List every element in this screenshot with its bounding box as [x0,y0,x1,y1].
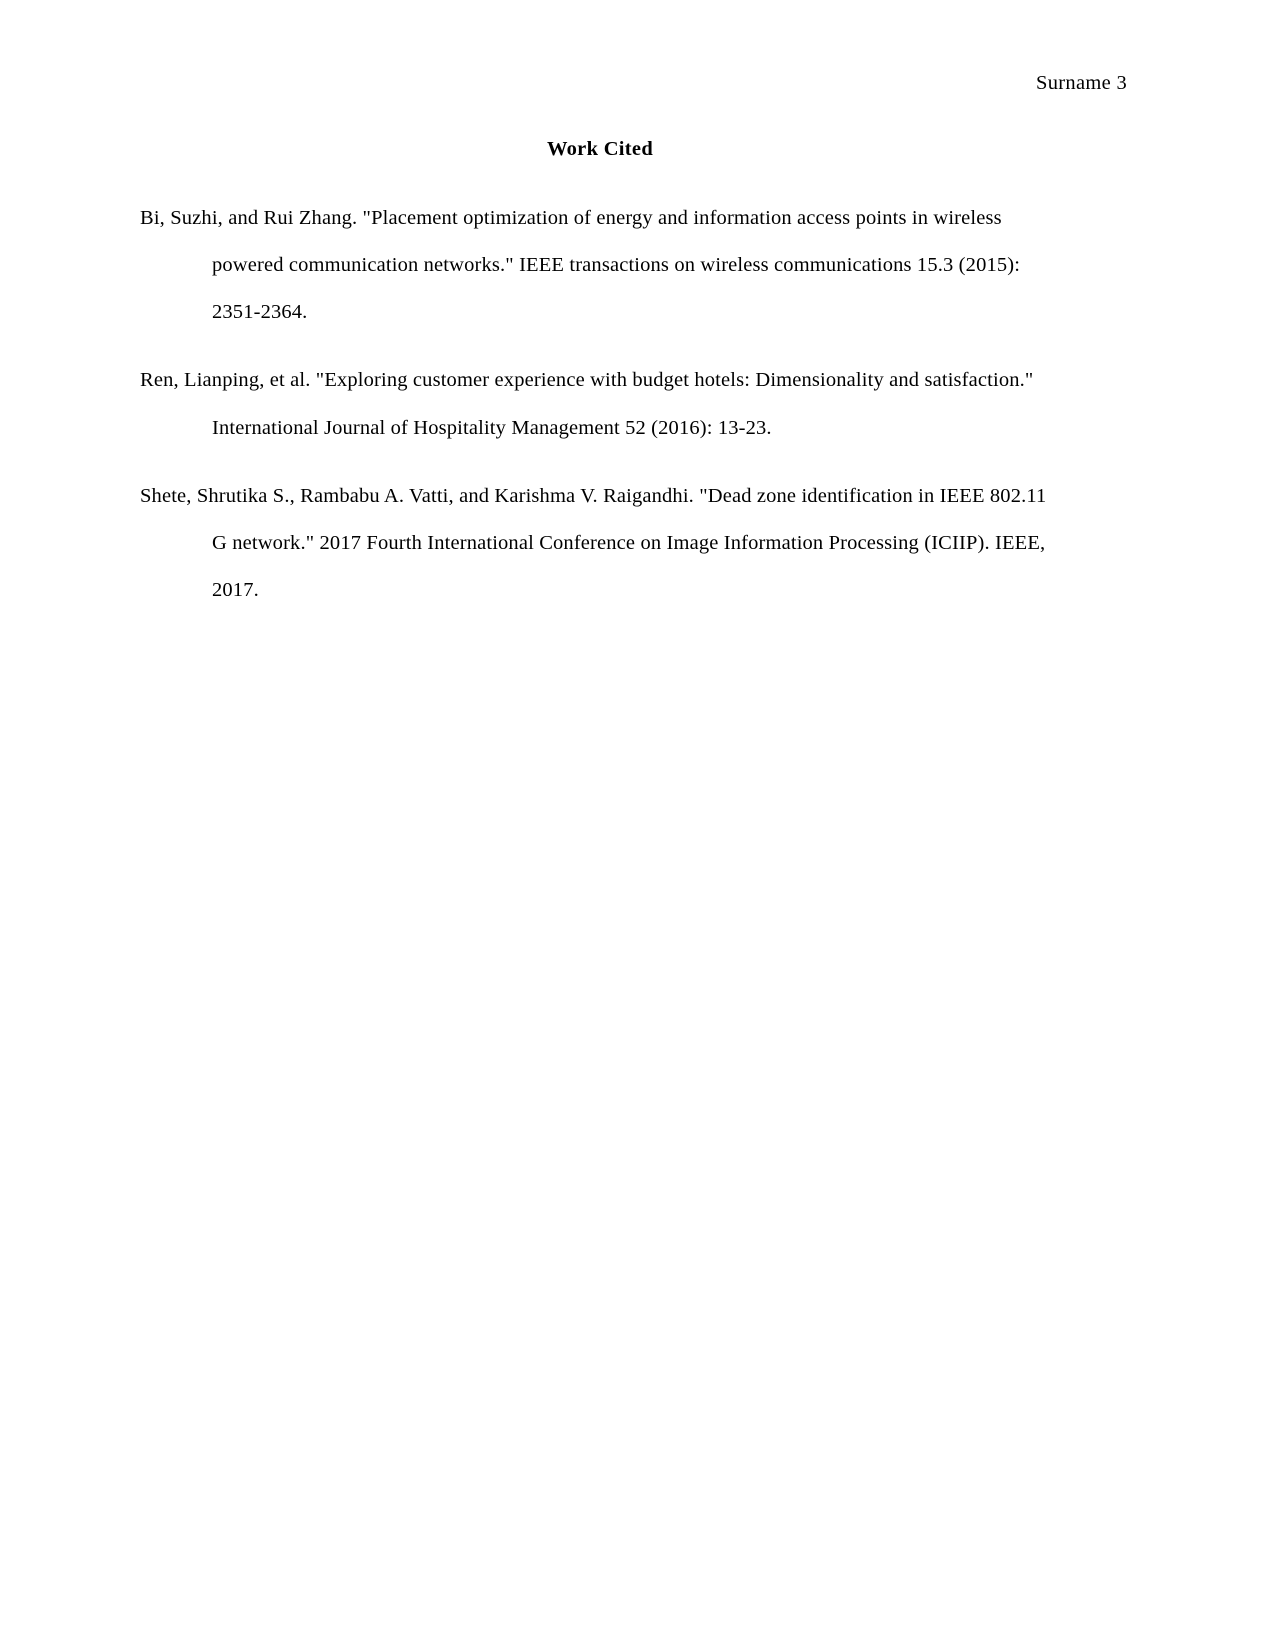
page-header-surname: Surname 3 [1036,72,1127,94]
works-cited-section [140,138,1060,614]
page-title: Work Cited [546,138,654,160]
reference-entry: Bi, Suzhi, and Rui Zhang. "Placement optimization of energy and information access points in wireless powered communication networks." IEEE transactions on wireless communications 15.3 (2015): 2351-2364. [140,207,1021,324]
reference-entry: Ren, Lianping, et al. "Exploring customer experience with budget hotels: Dimensionality and satisfaction." International Journal of Hospitality Management 52 (2016): 13-23. [140,369,1034,439]
reference-entry: Shete, Shrutika S., Rambabu A. Vatti, and Karishma V. Raigandhi. "Dead zone identification in IEEE 802.11 G network." 2017 Fourth International Conference on Image Information Processing (ICIIP). IEEE, 2017. [140,484,1047,601]
